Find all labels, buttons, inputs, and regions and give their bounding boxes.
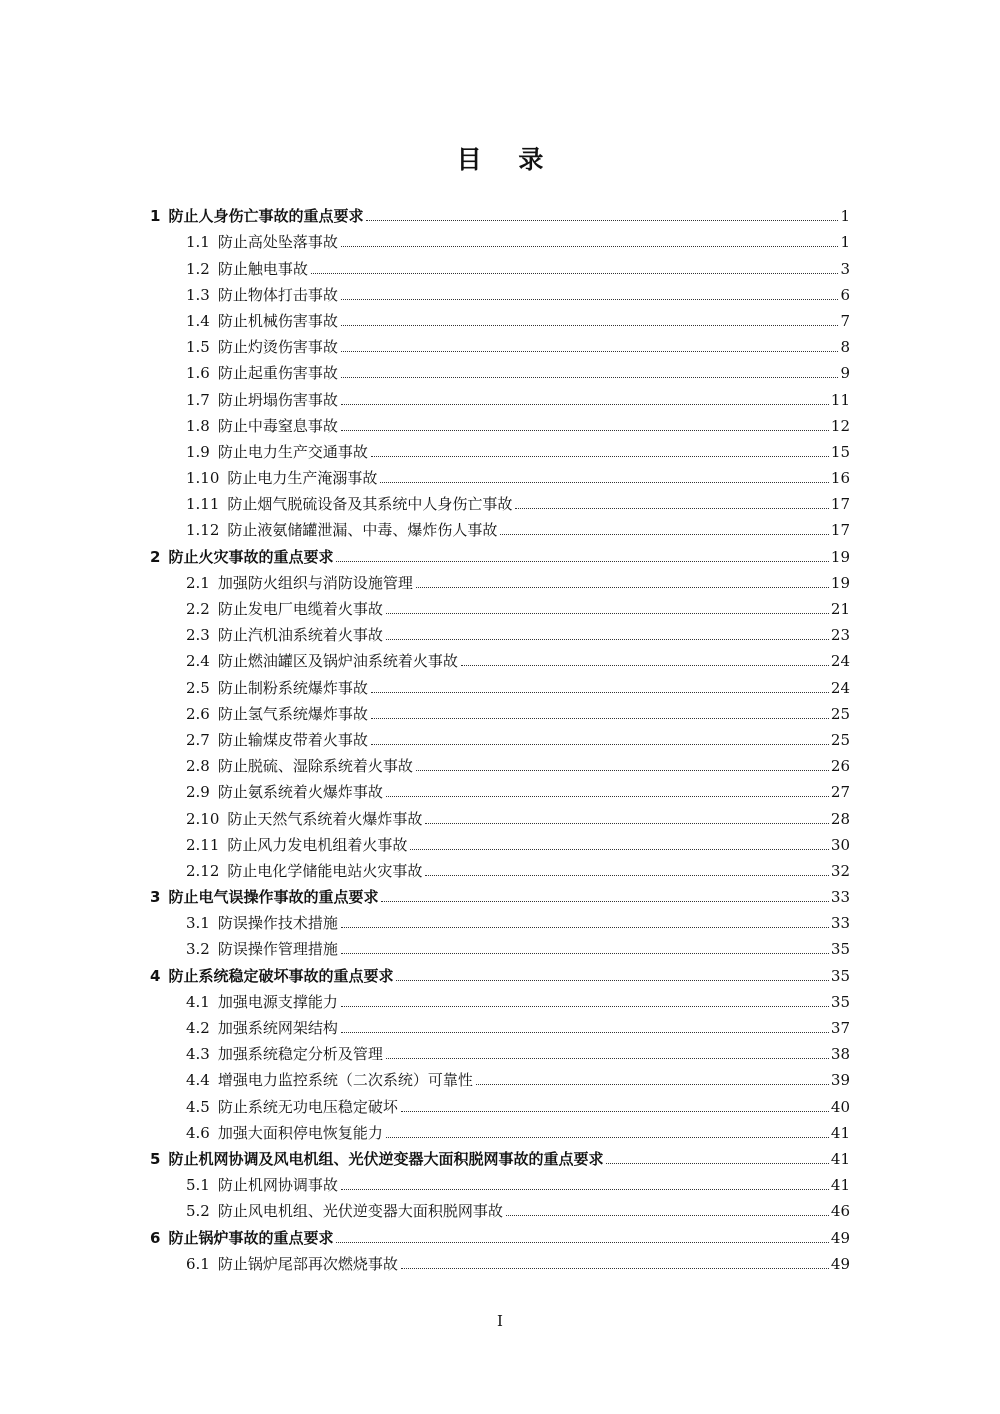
toc-section-entry[interactable] <box>150 226 850 252</box>
toc-entry-number: 2.1 <box>186 573 210 592</box>
toc-section-entry[interactable] <box>150 279 850 305</box>
toc-dot-leader <box>386 796 829 797</box>
toc-entry-number: 1.1 <box>186 233 210 252</box>
toc-entry-number: 1 <box>150 207 161 226</box>
toc-dot-leader <box>371 692 829 693</box>
toc-dot-leader <box>416 770 829 771</box>
toc-section-entry[interactable] <box>150 1248 850 1274</box>
toc-entry-page-number: 41 <box>830 1176 850 1195</box>
toc-entry-title: 加强大面积停电恢复能力 <box>217 1123 383 1142</box>
toc-section-entry[interactable] <box>150 252 850 278</box>
toc-section-entry[interactable] <box>150 1012 850 1038</box>
toc-entry-title: 防止起重伤害事故 <box>217 364 338 383</box>
toc-entry-title: 防止机械伤害事故 <box>217 311 338 330</box>
toc-entry-page-number: 41 <box>830 1149 850 1168</box>
toc-entry-title: 防止发电厂电缆着火事故 <box>217 600 383 618</box>
toc-entry-number: 3 <box>150 888 161 907</box>
toc-entry-title: 防止天然气系统着火爆炸事故 <box>227 809 423 828</box>
toc-dot-leader <box>506 1215 829 1216</box>
toc-section-entry[interactable] <box>150 357 850 383</box>
toc-entry-title: 防止电力生产淹溺事故 <box>227 469 378 488</box>
toc-dot-leader <box>341 927 829 928</box>
toc-entry-number: 2.5 <box>186 678 210 697</box>
toc-dot-leader <box>341 404 829 405</box>
toc-entry-page-number: 39 <box>830 1071 850 1090</box>
toc-section-entry[interactable] <box>150 383 850 409</box>
toc-dot-leader <box>371 456 829 457</box>
toc-entry-number: 2.2 <box>186 600 210 618</box>
toc-entry-title: 增强电力监控系统（二次系统）可靠性 <box>217 1071 473 1090</box>
toc-entry-number: 5.1 <box>186 1176 210 1195</box>
toc-entry-title: 防止机网协调及风电机组、光伏逆变器大面积脱网事故的重点要求 <box>168 1149 604 1168</box>
toc-dot-leader <box>341 377 839 378</box>
toc-dot-leader <box>341 246 839 247</box>
toc-entry-page-number: 46 <box>830 1202 850 1221</box>
toc-entry-title: 防止坍塌伤害事故 <box>217 390 338 409</box>
toc-section-entry[interactable] <box>150 698 850 724</box>
toc-dot-leader <box>341 1189 829 1190</box>
toc-section-entry[interactable] <box>150 829 850 855</box>
toc-entry-page-number: 8 <box>840 338 850 357</box>
toc-dot-leader <box>500 534 828 535</box>
toc-section-entry[interactable] <box>150 410 850 436</box>
toc-section-entry[interactable] <box>150 933 850 959</box>
toc-dot-leader <box>336 1242 828 1243</box>
toc-entry-title: 防误操作技术措施 <box>217 914 338 933</box>
toc-entry-page-number: 41 <box>830 1123 850 1142</box>
toc-dot-leader <box>371 744 829 745</box>
toc-entry-page-number: 3 <box>840 259 850 278</box>
toc-dot-leader <box>380 482 828 483</box>
toc-entry-number: 6 <box>150 1228 161 1247</box>
toc-chapter-entry[interactable] <box>150 959 850 985</box>
toc-entry-number: 2.7 <box>186 730 210 749</box>
toc-section-entry[interactable] <box>150 593 850 619</box>
toc-entry-number: 3.1 <box>186 914 210 933</box>
toc-entry-title: 防止系统无功电压稳定破坏 <box>217 1097 398 1116</box>
toc-section-entry[interactable] <box>150 567 850 593</box>
toc-entry-title: 防止制粉系统爆炸事故 <box>217 678 368 697</box>
toc-section-entry[interactable] <box>150 514 850 540</box>
toc-entry-page-number: 1 <box>840 233 850 252</box>
toc-entry-page-number: 33 <box>830 914 850 933</box>
toc-entry-title: 防止液氨储罐泄漏、中毒、爆炸伤人事故 <box>227 521 498 540</box>
toc-entry-page-number: 32 <box>830 861 850 880</box>
toc-dot-leader <box>401 1111 829 1112</box>
toc-dot-leader <box>425 823 828 824</box>
toc-entry-number: 4.6 <box>186 1123 210 1142</box>
toc-entry-page-number: 16 <box>830 469 850 488</box>
toc-entry-title: 防止燃油罐区及锅炉油系统着火事故 <box>217 652 458 671</box>
toc-entry-page-number: 33 <box>830 888 850 907</box>
toc-section-entry[interactable] <box>150 750 850 776</box>
toc-entry-page-number: 27 <box>830 783 850 802</box>
toc-dot-leader <box>476 1084 829 1085</box>
toc-entry-title: 防止火灾事故的重点要求 <box>168 547 334 566</box>
toc-entry-page-number: 7 <box>840 311 850 330</box>
toc-entry-title: 防止触电事故 <box>217 259 308 278</box>
toc-dot-leader <box>341 430 829 431</box>
toc-entry-number: 6.1 <box>186 1254 210 1273</box>
toc-entry-number: 1.3 <box>186 285 210 304</box>
toc-entry-number: 4.5 <box>186 1097 210 1116</box>
toc-entry-number: 1.9 <box>186 442 210 461</box>
toc-entry-title: 防止电气误操作事故的重点要求 <box>168 888 379 907</box>
toc-entry-page-number: 25 <box>830 730 850 749</box>
page-number-footer: I <box>497 1312 503 1330</box>
toc-entry-page-number: 25 <box>830 704 850 723</box>
toc-entry-number: 2.6 <box>186 704 210 723</box>
toc-entry-title: 防止风力发电机组着火事故 <box>227 835 408 854</box>
toc-entry-number: 1.12 <box>186 521 220 540</box>
toc-entry-title: 加强电源支撑能力 <box>217 992 338 1011</box>
toc-entry-page-number: 15 <box>830 442 850 461</box>
toc-entry-page-number: 26 <box>830 757 850 776</box>
toc-entry-page-number: 17 <box>830 521 850 540</box>
toc-entry-page-number: 19 <box>830 547 850 566</box>
toc-dot-leader <box>606 1163 828 1164</box>
toc-entry-number: 2.9 <box>186 783 210 802</box>
toc-entry-number: 2.11 <box>186 835 220 854</box>
toc-entry-title: 防止电化学储能电站火灾事故 <box>227 861 423 880</box>
toc-entry-number: 1.2 <box>186 259 210 278</box>
toc-entry-page-number: 1 <box>840 207 850 226</box>
toc-dot-leader <box>341 351 839 352</box>
toc-entry-page-number: 23 <box>830 626 850 645</box>
toc-section-entry[interactable] <box>150 802 850 828</box>
toc-dot-leader <box>341 325 839 326</box>
toc-section-entry[interactable] <box>150 436 850 462</box>
toc-entry-number: 4.4 <box>186 1071 210 1090</box>
toc-dot-leader <box>425 875 828 876</box>
toc-entry-title: 防止烟气脱硫设备及其系统中人身伤亡事故 <box>227 495 513 514</box>
toc-entry-title: 防止风电机组、光伏逆变器大面积脱网事故 <box>217 1202 503 1221</box>
toc-entry-page-number: 37 <box>830 1019 850 1037</box>
toc-entry-number: 2.3 <box>186 626 210 645</box>
toc-dot-leader <box>410 849 828 850</box>
toc-entry-number: 1.4 <box>186 311 210 330</box>
toc-entry-page-number: 49 <box>830 1228 850 1247</box>
toc-section-entry[interactable] <box>150 986 850 1012</box>
toc-section-entry[interactable] <box>150 1169 850 1195</box>
toc-entry-title: 防止汽机油系统着火事故 <box>217 626 383 645</box>
toc-dot-leader <box>371 718 829 719</box>
toc-section-entry[interactable] <box>150 645 850 671</box>
toc-section-entry[interactable] <box>150 331 850 357</box>
toc-section-entry[interactable] <box>150 855 850 881</box>
toc-entry-number: 4.1 <box>186 992 210 1011</box>
toc-entry-number: 5 <box>150 1149 161 1168</box>
toc-dot-leader <box>396 980 828 981</box>
toc-entry-page-number: 12 <box>830 416 850 435</box>
toc-entry-title: 防止中毒窒息事故 <box>217 416 338 435</box>
toc-section-entry[interactable] <box>150 907 850 933</box>
toc-section-entry[interactable] <box>150 671 850 697</box>
toc-dot-leader <box>386 639 829 640</box>
toc-entry-title: 防止电力生产交通事故 <box>217 442 368 461</box>
toc-section-entry[interactable] <box>150 488 850 514</box>
toc-section-entry[interactable] <box>150 1064 850 1090</box>
toc-dot-leader <box>341 1006 829 1007</box>
toc-dot-leader <box>386 1137 829 1138</box>
toc-entry-title: 防止锅炉尾部再次燃烧事故 <box>217 1254 398 1273</box>
toc-entry-title: 防止物体打击事故 <box>217 285 338 304</box>
toc-entry-number: 3.2 <box>186 940 210 959</box>
toc-entry-page-number: 19 <box>830 573 850 592</box>
toc-entry-page-number: 30 <box>830 835 850 854</box>
toc-chapter-entry[interactable] <box>150 1221 850 1247</box>
toc-entry-number: 4.3 <box>186 1045 210 1064</box>
toc-entry-number: 2.8 <box>186 757 210 776</box>
toc-entry-number: 1.5 <box>186 338 210 357</box>
toc-section-entry[interactable] <box>150 305 850 331</box>
toc-entry-number: 2.4 <box>186 652 210 671</box>
toc-dot-leader <box>386 1058 829 1059</box>
toc-section-entry[interactable] <box>150 1117 850 1143</box>
toc-section-entry[interactable] <box>150 776 850 802</box>
toc-chapter-entry[interactable] <box>150 881 850 907</box>
toc-chapter-entry[interactable] <box>150 540 850 566</box>
toc-entry-number: 1.6 <box>186 364 210 383</box>
toc-section-entry[interactable] <box>150 1038 850 1064</box>
toc-entry-page-number: 35 <box>830 940 850 959</box>
toc-dot-leader <box>386 613 829 614</box>
toc-entry-page-number: 17 <box>830 495 850 514</box>
toc-section-entry[interactable] <box>150 619 850 645</box>
toc-entry-page-number: 28 <box>830 809 850 828</box>
toc-section-entry[interactable] <box>150 724 850 750</box>
toc-section-entry[interactable] <box>150 462 850 488</box>
toc-dot-leader <box>341 953 829 954</box>
toc-entry-page-number: 38 <box>830 1045 850 1064</box>
toc-entry-number: 4 <box>150 966 161 985</box>
toc-entry-number: 2.12 <box>186 861 220 880</box>
toc-dot-leader <box>336 561 828 562</box>
toc-entry-page-number: 21 <box>830 600 850 618</box>
toc-entry-number: 5.2 <box>186 1202 210 1221</box>
toc-entry-number: 1.8 <box>186 416 210 435</box>
toc-dot-leader <box>461 665 829 666</box>
toc-entry-title: 防止人身伤亡事故的重点要求 <box>168 207 364 226</box>
toc-chapter-entry[interactable] <box>150 200 850 226</box>
toc-entry-title: 防误操作管理措施 <box>217 940 338 959</box>
toc-entry-title: 防止系统稳定破坏事故的重点要求 <box>168 966 394 985</box>
toc-entry-page-number: 6 <box>840 285 850 304</box>
toc-dot-leader <box>401 1268 829 1269</box>
page-title: 目 录 <box>456 145 558 174</box>
toc-entry-title: 防止氢气系统爆炸事故 <box>217 704 368 723</box>
toc-entry-title: 防止氨系统着火爆炸事故 <box>217 783 383 802</box>
toc-entry-number: 2.10 <box>186 809 220 828</box>
toc-entry-title: 防止高处坠落事故 <box>217 233 338 252</box>
toc-entry-number: 2 <box>150 547 161 566</box>
toc-entry-page-number: 24 <box>830 678 850 697</box>
toc-chapter-entry[interactable] <box>150 1143 850 1169</box>
toc-section-entry[interactable] <box>150 1090 850 1116</box>
toc-entry-page-number: 24 <box>830 652 850 671</box>
toc-dot-leader <box>381 901 828 902</box>
toc-entry-number: 1.7 <box>186 390 210 409</box>
toc-entry-title: 防止输煤皮带着火事故 <box>217 730 368 749</box>
toc-dot-leader <box>341 299 839 300</box>
toc-dot-leader <box>366 220 838 221</box>
toc-entry-page-number: 9 <box>840 364 850 383</box>
toc-entry-page-number: 35 <box>830 966 850 985</box>
toc-entry-page-number: 49 <box>830 1254 850 1273</box>
toc-entry-page-number: 40 <box>830 1097 850 1116</box>
toc-entry-title: 防止灼烫伤害事故 <box>217 338 338 357</box>
toc-entry-number: 1.11 <box>186 495 220 514</box>
toc-entry-title: 加强防火组织与消防设施管理 <box>217 573 413 592</box>
toc-entry-title: 加强系统稳定分析及管理 <box>217 1045 383 1064</box>
toc-entry-number: 1.10 <box>186 469 220 488</box>
toc-dot-leader <box>515 508 828 509</box>
toc-entry-title: 防止机网协调事故 <box>217 1176 338 1195</box>
table-of-contents <box>150 200 850 1274</box>
toc-entry-number: 4.2 <box>186 1019 210 1037</box>
toc-entry-title: 防止锅炉事故的重点要求 <box>168 1228 334 1247</box>
toc-entry-title: 加强系统网架结构 <box>217 1019 338 1037</box>
toc-dot-leader <box>311 273 839 274</box>
toc-entry-page-number: 11 <box>830 390 850 409</box>
toc-section-entry[interactable] <box>150 1195 850 1221</box>
toc-entry-title: 防止脱硫、湿除系统着火事故 <box>217 757 413 776</box>
toc-dot-leader <box>341 1032 829 1033</box>
toc-entry-page-number: 35 <box>830 992 850 1011</box>
toc-dot-leader <box>416 587 829 588</box>
